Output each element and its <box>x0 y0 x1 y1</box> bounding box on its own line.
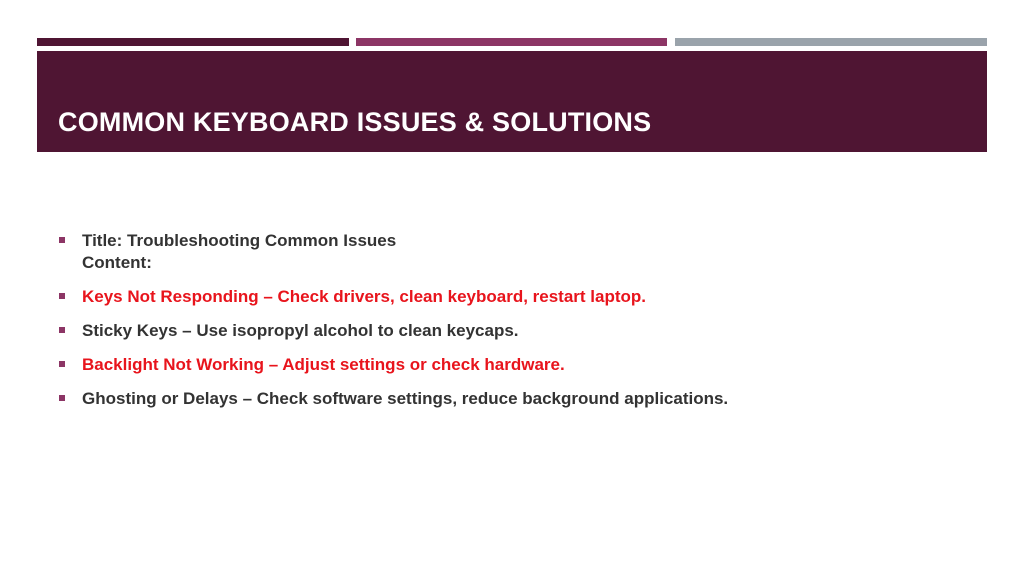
bullet-text: Sticky Keys – Use isopropyl alcohol to clean keycaps. <box>82 321 519 340</box>
bullet-list <box>56 230 956 422</box>
square-bullet-icon <box>59 327 65 333</box>
bullet-text: Ghosting or Delays – Check software settings, reduce background applications. <box>82 389 729 408</box>
square-bullet-icon <box>59 293 65 299</box>
slide-title: COMMON KEYBOARD ISSUES & SOLUTIONS <box>58 107 652 137</box>
square-bullet-icon <box>59 361 65 367</box>
bullet-text: Backlight Not Working – Adjust settings or check hardware. <box>82 355 565 374</box>
accent-bar-dark <box>37 38 349 46</box>
square-bullet-icon <box>59 237 65 243</box>
bullet-item <box>56 388 956 410</box>
accent-bar-magenta <box>356 38 667 46</box>
bullet-text: Title: Troubleshooting Common Issues <box>82 231 397 250</box>
decorative-top-bars <box>37 38 987 46</box>
bullet-text: Keys Not Responding – Check drivers, clean keyboard, restart laptop. <box>82 287 647 306</box>
bullet-text-continued: Content: <box>82 253 152 272</box>
square-bullet-icon <box>59 395 65 401</box>
bullet-item <box>56 354 956 376</box>
bullet-item <box>56 286 956 308</box>
accent-bar-gray <box>675 38 987 46</box>
title-band <box>37 51 987 152</box>
bullet-item <box>56 320 956 342</box>
bullet-item <box>56 230 956 274</box>
